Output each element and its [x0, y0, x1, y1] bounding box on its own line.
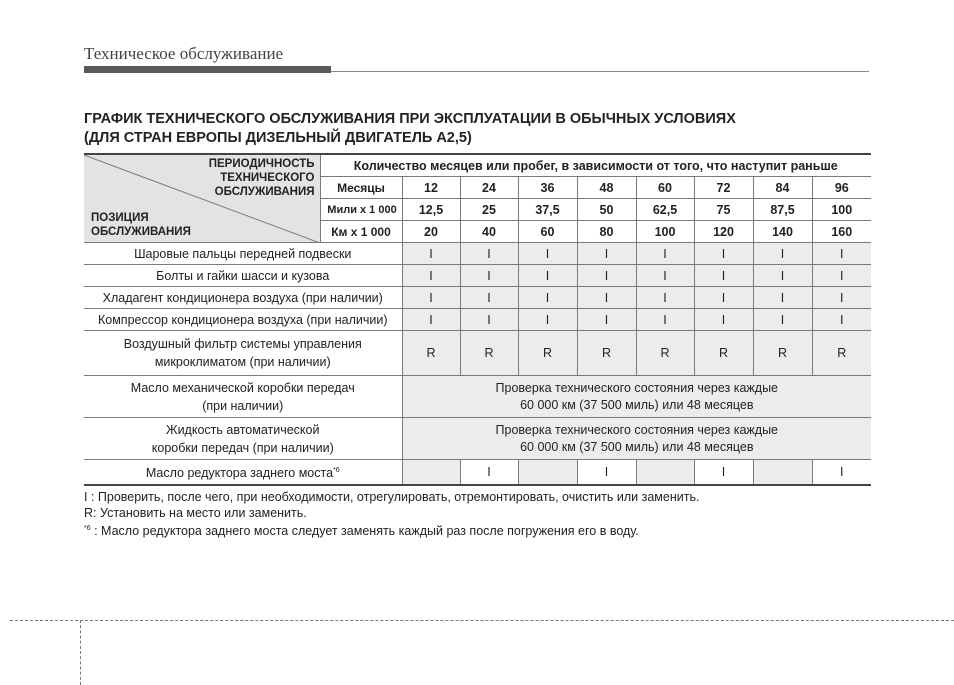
km-value: 60: [518, 221, 577, 243]
schedule-mark: I: [577, 287, 636, 309]
schedule-mark: R: [636, 331, 694, 376]
miles-value: 87,5: [753, 199, 812, 221]
schedule-mark: I: [812, 287, 871, 309]
month-value: 24: [460, 177, 518, 199]
km-value: 100: [636, 221, 694, 243]
month-value: 96: [812, 177, 871, 199]
interval-span-header: Количество месяцев или пробег, в зависимости от того, что наступит раньше: [320, 154, 871, 177]
schedule-mark: I: [812, 243, 871, 265]
title-line-1: ГРАФИК ТЕХНИЧЕСКОГО ОБСЛУЖИВАНИЯ ПРИ ЭКСПЛУАТАЦИИ В ОБЫЧНЫХ УСЛОВИЯХ: [84, 111, 736, 127]
miles-value: 50: [577, 199, 636, 221]
schedule-mark: I: [636, 287, 694, 309]
service-item: Компрессор кондиционера воздуха (при наличии): [84, 309, 402, 331]
table-row: [84, 265, 871, 287]
miles-label: Мили x 1 000: [320, 199, 402, 221]
maintenance-schedule-table: [84, 153, 871, 486]
service-item: [84, 460, 402, 486]
month-value: 48: [577, 177, 636, 199]
section-header: Техническое обслуживание: [84, 44, 284, 63]
schedule-mark: R: [460, 331, 518, 376]
table-row: [84, 331, 871, 376]
page-crop-line-vertical: [80, 620, 81, 685]
miles-value: 37,5: [518, 199, 577, 221]
header-row-span: [84, 154, 871, 177]
periodicity-label: [209, 157, 315, 199]
schedule-mark: I: [753, 287, 812, 309]
km-value: 80: [577, 221, 636, 243]
service-item-line: микроклиматом (при наличии): [154, 355, 331, 369]
service-item-line: Воздушный фильтр системы управления: [123, 337, 362, 351]
schedule-mark: I: [753, 309, 812, 331]
schedule-mark: I: [577, 243, 636, 265]
table-row: [84, 243, 871, 265]
service-item-line: Жидкость автоматической: [166, 422, 320, 437]
service-item-text: Масло редуктора заднего моста: [145, 466, 334, 481]
schedule-mark: I: [694, 265, 753, 287]
legend-notes: [84, 489, 874, 539]
miles-value: 62,5: [636, 199, 694, 221]
inspection-note-line: Проверка технического состояния через каждые: [495, 380, 778, 395]
schedule-mark: I: [694, 309, 753, 331]
schedule-mark: I: [577, 265, 636, 287]
service-item-line-1: ПОЗИЦИЯ: [91, 212, 149, 224]
inspection-note: [402, 376, 871, 418]
schedule-mark: I: [812, 460, 871, 486]
month-value: 72: [694, 177, 753, 199]
service-item: [84, 418, 402, 460]
service-item-line: Масло механической коробки передач: [130, 380, 355, 395]
header-rule: [331, 71, 869, 72]
month-value: 84: [753, 177, 812, 199]
schedule-mark: I: [402, 243, 460, 265]
km-value: 160: [812, 221, 871, 243]
table-row: [84, 460, 871, 486]
schedule-mark: I: [636, 265, 694, 287]
schedule-title: [84, 110, 874, 148]
schedule-mark: I: [636, 309, 694, 331]
km-value: 120: [694, 221, 753, 243]
miles-value: 25: [460, 199, 518, 221]
miles-value: 100: [812, 199, 871, 221]
schedule-mark: R: [577, 331, 636, 376]
diagonal-header-cell: [84, 154, 320, 243]
schedule-mark: I: [518, 243, 577, 265]
schedule-mark: I: [460, 309, 518, 331]
km-value: 20: [402, 221, 460, 243]
schedule-mark: I: [694, 460, 753, 486]
header-bar: [84, 66, 331, 73]
schedule-mark: I: [812, 309, 871, 331]
periodicity-line-1: ПЕРИОДИЧНОСТЬ: [208, 158, 315, 170]
schedule-mark: I: [402, 287, 460, 309]
km-value: 140: [753, 221, 812, 243]
schedule-mark: R: [812, 331, 871, 376]
schedule-mark: I: [812, 265, 871, 287]
schedule-mark: R: [402, 331, 460, 376]
schedule-mark: I: [460, 243, 518, 265]
service-item-label: [91, 211, 191, 239]
schedule-mark: I: [402, 309, 460, 331]
table-row: [84, 309, 871, 331]
table-row: [84, 418, 871, 460]
schedule-mark: I: [402, 265, 460, 287]
service-item: [84, 376, 402, 418]
title-line-2: (ДЛЯ СТРАН ЕВРОПЫ ДИЗЕЛЬНЫЙ ДВИГАТЕЛЬ A2,5): [84, 130, 472, 146]
service-item-line: (при наличии): [202, 398, 284, 413]
schedule-mark: I: [518, 265, 577, 287]
table-row: [84, 287, 871, 309]
service-item: Болты и гайки шасси и кузова: [84, 265, 402, 287]
month-value: 12: [402, 177, 460, 199]
legend-inspect: I : Проверить, после чего, при необходимости, отрегулировать, отремонтировать, очистить или заменить.: [84, 490, 700, 504]
schedule-mark: I: [753, 243, 812, 265]
months-label: Месяцы: [320, 177, 402, 199]
page-crop-line: [10, 620, 954, 621]
inspection-note: [402, 418, 871, 460]
schedule-mark: I: [753, 265, 812, 287]
schedule-mark: I: [518, 287, 577, 309]
schedule-mark: I: [636, 243, 694, 265]
schedule-mark: I: [694, 243, 753, 265]
service-item-line: коробки передач (при наличии): [151, 440, 334, 455]
schedule-mark: [518, 460, 577, 486]
service-item: [84, 331, 402, 376]
schedule-mark: I: [460, 265, 518, 287]
footnote-6: [84, 521, 874, 539]
service-item: Шаровые пальцы передней подвески: [84, 243, 402, 265]
schedule-mark: R: [753, 331, 812, 376]
schedule-mark: [402, 460, 460, 486]
month-value: 60: [636, 177, 694, 199]
schedule-mark: [636, 460, 694, 486]
legend-replace: R: Установить на место или заменить.: [84, 506, 307, 520]
schedule-mark: I: [518, 309, 577, 331]
schedule-mark: I: [460, 460, 518, 486]
schedule-mark: [753, 460, 812, 486]
inspection-note-line: 60 000 км (37 500 миль) или 48 месяцев: [520, 397, 754, 412]
service-item: Хладагент кондиционера воздуха (при наличии): [84, 287, 402, 309]
footnote-text: : Масло редуктора заднего моста следует заменять каждый раз после погружения его в воду.: [90, 524, 639, 539]
service-item-line-2: ОБСЛУЖИВАНИЯ: [91, 226, 191, 238]
schedule-mark: I: [577, 460, 636, 486]
schedule-mark: I: [460, 287, 518, 309]
inspection-note-line: 60 000 км (37 500 миль) или 48 месяцев: [520, 439, 754, 454]
periodicity-line-3: ОБСЛУЖИВАНИЯ: [214, 186, 315, 198]
schedule-mark: R: [518, 331, 577, 376]
miles-value: 12,5: [402, 199, 460, 221]
periodicity-line-2: ТЕХНИЧЕСКОГО: [220, 172, 315, 184]
footnote-marker: *6: [84, 525, 91, 532]
month-value: 36: [518, 177, 577, 199]
schedule-mark: R: [694, 331, 753, 376]
table-row: [84, 376, 871, 418]
footnote-marker: *6: [333, 466, 340, 474]
schedule-mark: I: [694, 287, 753, 309]
inspection-note-line: Проверка технического состояния через каждые: [495, 422, 778, 437]
km-value: 40: [460, 221, 518, 243]
km-label: Км x 1 000: [320, 221, 402, 243]
miles-value: 75: [694, 199, 753, 221]
schedule-mark: I: [577, 309, 636, 331]
